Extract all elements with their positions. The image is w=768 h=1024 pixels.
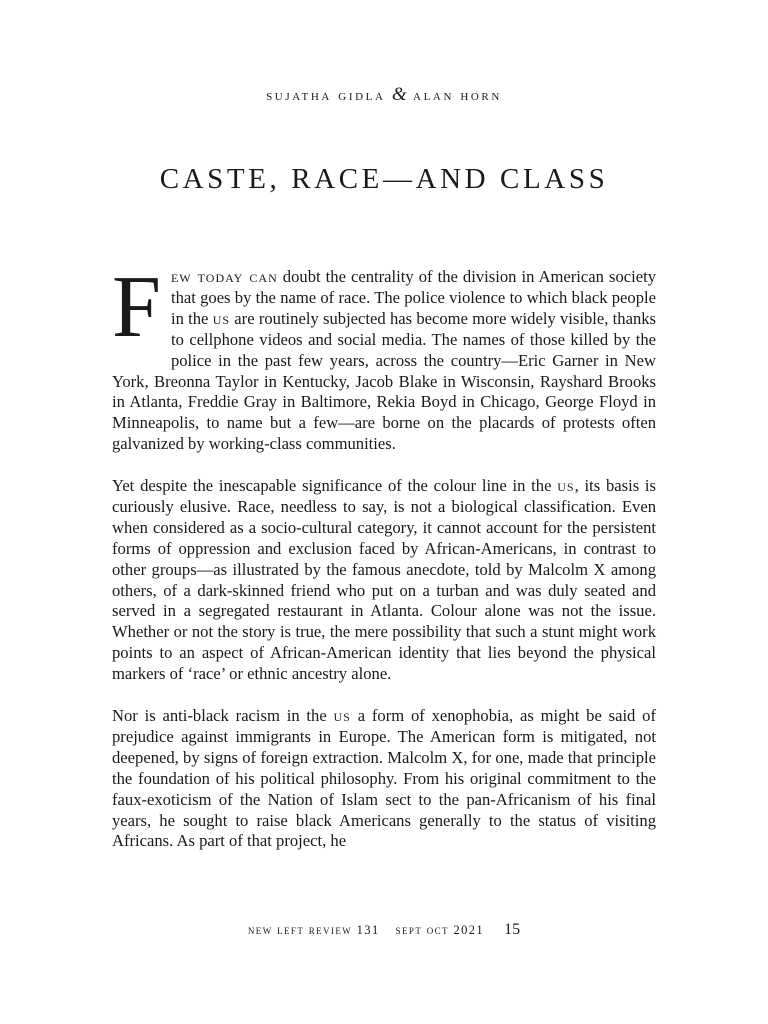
lead-in-smallcaps: ew today can bbox=[170, 267, 278, 286]
paragraph-1 bbox=[112, 259, 657, 455]
abbr-us: us bbox=[333, 706, 351, 725]
page-footer bbox=[0, 921, 768, 939]
paragraph-text: , its basis is curiously elusive. Race, needless to say, is not a biological classification. Even when considered as a socio-cultural category, it cannot account for the persistent forms of oppression and exclusion faced by African-Americans, in contrast to other groups—as illustrated by the famous anecdote, told by Malcolm X among others, of a dark-skinned friend who put on a turban and was duly seated and served in a segregated restaurant in Atlanta. Colour alone was not the issue. Whether or not the story is true, the mere possibility that such a stunt might work points to an aspect of African-American identity that lies beyond the physical markers of ‘race’ or ethnic ancestry alone. bbox=[112, 476, 656, 684]
issue-date: sept oct 2021 bbox=[395, 923, 485, 937]
paragraph-text: doubt the centrality of the division in American society that goes by the name of race. The police violence to which black people in the bbox=[170, 267, 657, 328]
paragraph-text: a form of xenophobia, as might be said of prejudice against immigrants in Europe. The American form is mitigated, not deepened, by signs of foreign extraction. Malcolm X, for one, made that principle the foundation of his political philosophy. From his original commitment to the faux-exoticism of the Nation of Islam sect to the pan-Africanism of his final years, he sought to raise black Americans generally to the status of visiting Africans. As part of that project, he bbox=[112, 706, 656, 851]
paragraph-2 bbox=[112, 476, 656, 685]
paragraph-text: Yet despite the inescapable significance of the colour line in the bbox=[112, 476, 558, 496]
paragraph-text: are routinely subjected has become more widely visible, thanks to cellphone videos and social media. The names of those killed by the police in the past few years, across the country—Eric Garner in New York, Breonna Taylor in Kentucky, Jacob Blake in Wisconsin, Rayshard Brooks in Atlanta, Freddie Gray in Baltimore, Rekia Boyd in Chicago, George Floyd in Minneapolis, to name but a few—are borne on the placards of protests often galvanized by working-class communities. bbox=[112, 308, 657, 454]
abbr-us: us bbox=[557, 476, 575, 496]
author-name: sujatha gidla bbox=[266, 88, 386, 104]
author-name: alan horn bbox=[413, 88, 502, 104]
paragraph-text: Nor is anti-black racism in the bbox=[112, 706, 334, 725]
journal-name: new left review 131 bbox=[247, 923, 380, 937]
abbr-us: us bbox=[212, 308, 231, 328]
author-byline bbox=[0, 84, 768, 106]
article-title: CASTE, RACE—AND CLASS bbox=[159, 163, 609, 195]
ampersand: & bbox=[391, 84, 407, 105]
page-number: 15 bbox=[504, 921, 521, 938]
article-body bbox=[112, 259, 657, 873]
paragraph-3 bbox=[112, 706, 656, 852]
drop-cap: F bbox=[112, 259, 161, 356]
